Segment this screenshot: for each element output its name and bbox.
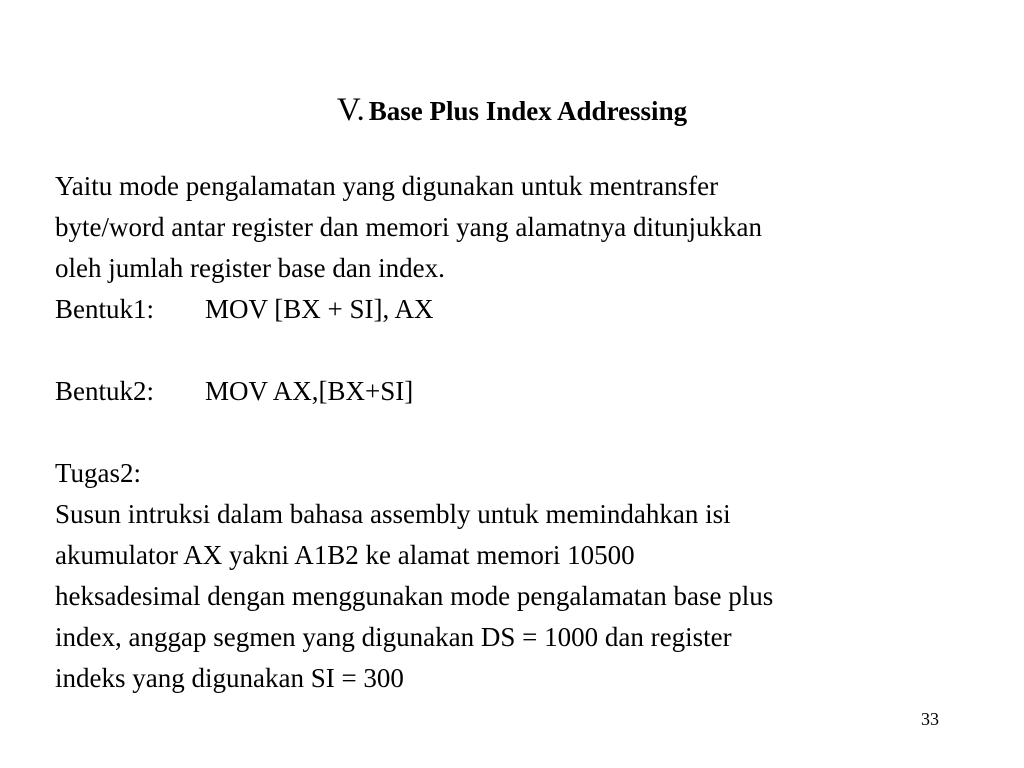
description-line: Yaitu mode pengalamatan yang digunakan untuk mentransfer [55,171,719,201]
spacer [55,412,995,453]
task-line: akumulator AX yakni A1B2 ke alamat memori 10500 [55,540,635,570]
form1-code: MOV [BX + SI], AX [205,294,434,324]
task-line: Susun intruksi dalam bahasa assembly untuk memindahkan isi [55,499,731,529]
form1-label: Bentuk1: [55,294,154,324]
task-line: indeks yang digunakan SI = 300 [55,663,404,693]
slide-title [0,88,1024,138]
spacer [55,330,995,371]
page-number: 33 [921,709,939,729]
form2-code: MOV AX,[BX+SI] [205,376,414,406]
form1-line [55,289,995,330]
slide-body [55,166,995,699]
task-line: index, anggap segmen yang digunakan DS = 1000 dan register [55,622,732,652]
form2-label: Bentuk2: [55,376,154,406]
description-line: byte/word antar register dan memori yang alamatnya ditunjukkan [55,212,763,242]
form2-line [55,371,995,412]
task-heading: Tugas2: [55,458,142,488]
title-number: V. [336,92,365,128]
description-line: oleh jumlah register base dan index. [55,253,445,283]
task-line: heksadesimal dengan menggunakan mode pengalamatan base plus [55,581,774,611]
title-text: Base Plus Index Addressing [368,96,688,126]
